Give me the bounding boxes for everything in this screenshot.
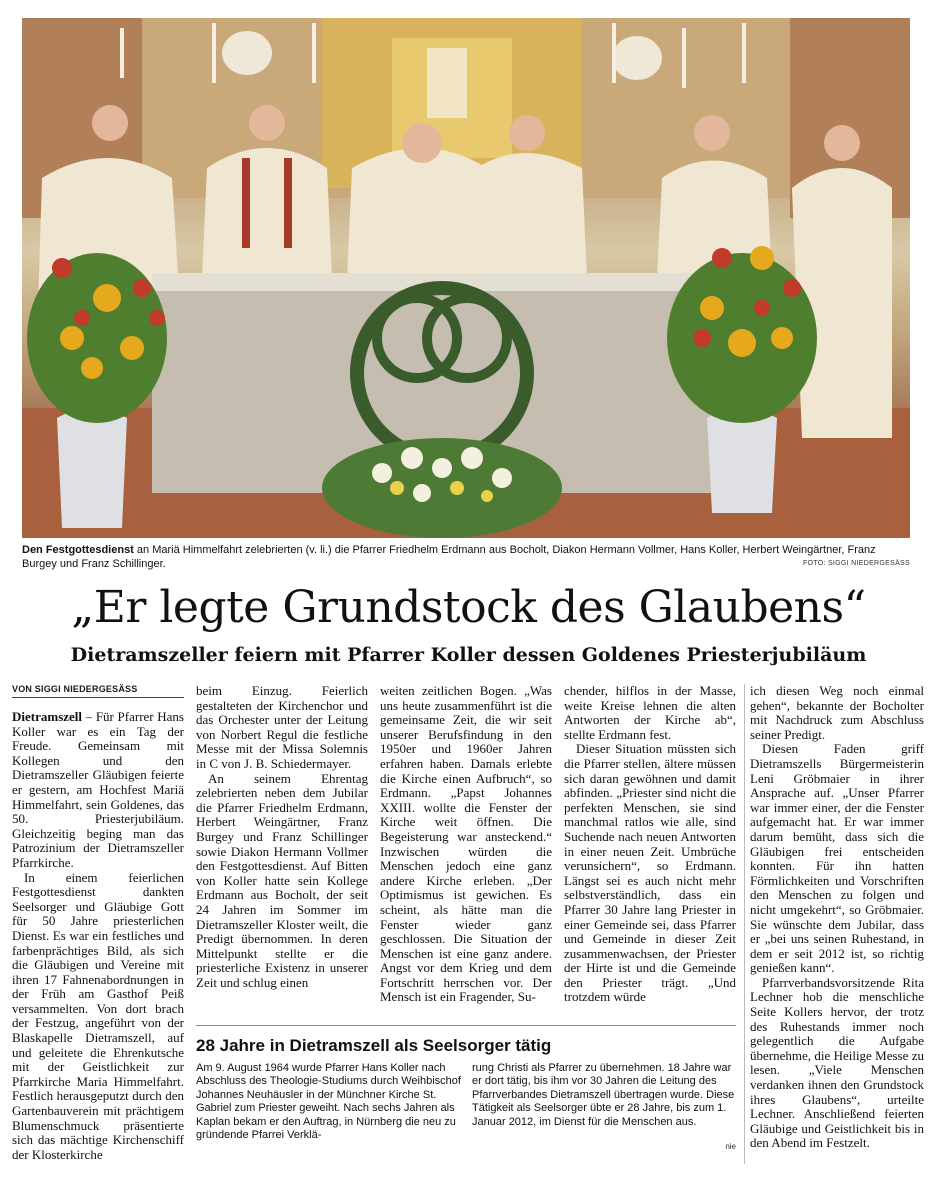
- caption-lead: Den Festgottesdienst: [22, 544, 134, 556]
- photo-caption: [22, 543, 910, 571]
- paragraph: beim Einzug. Feierlich gestalteten der Kirchenchor und das Orchester unter der Leitung von Norbert Regul die festliche Messe mit der Missa Solemnis in C von J. B. Schiedermayer.: [196, 683, 368, 771]
- caption-text: an Mariä Himmelfahrt zelebrierten (v. li.) die Pfarrer Friedhelm Erdmann aus Bocholt, Diakon Hermann Vollmer, Hans Koller, Herbert Weingärtner, Franz Burgey und Franz Schillinger.: [22, 544, 876, 570]
- byline: VON SIGGI NIEDERGESÄSS: [12, 684, 184, 698]
- article-column-2: [196, 684, 368, 990]
- article-column-5: [750, 684, 924, 1151]
- photo-credit: FOTO: SIGGI NIEDERGESÄSS: [802, 560, 910, 567]
- info-box-title: 28 Jahre in Dietramszell als Seelsorger tätig: [196, 1036, 552, 1055]
- info-box-body: [196, 1062, 736, 1152]
- paragraph: Diesen Faden griff Dietramszells Bürgermeisterin Leni Gröbmaier in ihrer Ansprache auf. „Unser Pfarrer war immer einer, der die Fenster aufgemacht hat. Er war immer darum bemüht, dass sich die Gläubigen frei entscheiden konnten. Für ihn hatten Förmlichkeiten und Vorschriften den Menschen zu folgen und nicht umgekehrt“, so Gröbmaier. Sie wünschte dem Jubilar, dass er „bei uns seinen Ruhestand, in dem er seit 2012 ist, so richtig genießen kann“.: [750, 741, 924, 976]
- article-headline: „Er legte Grundstock des Glaubens“: [71, 582, 866, 633]
- article-column-1: [12, 710, 184, 1162]
- dateline-place: Dietramszell: [12, 709, 83, 724]
- paragraph: Pfarrverbandsvorsitzende Rita Lechner hob die menschliche Seite Kollers hervor, der trotz des Ruhestands immer noch gelegentlich die Aufgabe übernehme, die Heilige Messe zu lesen. „Viele Menschen verdanken ihnen den Grundstock ihres Glaubens“, urteilte Lechner. Anschließend feierten Gläubige und Geistlichkeit bis in den Abend im Festzelt.: [750, 974, 924, 1151]
- info-box-column-2: rung Christi als Pfarrer zu übernehmen. 18 Jahre war er dort tätig, bis ihm vor 30 Jahren die Leitung des Pfarrverbandes Dietramszell übertragen wurde. Diese Tätigkeit als Seelsorger übte er 28 Jahre, bis zum 1. Januar 2012, im Dienst für die Menschen aus.: [472, 1062, 735, 1128]
- info-box-column-1: Am 9. August 1964 wurde Pfarrer Hans Koller nach Abschluss des Theologie-Studiums durch Weihbischof Johannes Neuhäusler in der Münchner Kirche St. Gabriel zum Priester geweiht. Nach sechs Jahren als Kaplan bekam er den Auftrag, in Nürnberg die neu zu gründende Pfarrei Verklä-: [196, 1062, 461, 1142]
- article-subheadline: Dietramszeller feiern mit Pfarrer Koller dessen Goldenes Priesterjubiläum: [70, 644, 867, 666]
- altar-photo-icon: [22, 18, 910, 538]
- paragraph: weiten zeitlichen Bogen. „Was uns heute zusammenführt ist die gemeinsame Zeit, die wir seit unserer Berufsfindung in den 1950er und 1960er Jahren erfahren haben. Damals erlebte die Kirche einen Aufbruch“, so Erdmann. „Papst Johannes XXIII. wollte die Fenster der Kirche weit öffnen. Die Begeisterung war ansteckend.“ Inzwischen würden die Menschen jedoch eine ganz andere Kirche erleben. „Der Optimismus ist gewichen. Es scheint, als hätte man die Fenster wieder ganz geschlossen. Die Situation der Menschen ist eine ganz andere. Angst vor dem Krieg und dem Fortschritt herrschen vor. Der Mensch ist ein Fragender, Su-: [380, 683, 552, 1005]
- paragraph: chender, hilflos in der Masse, weite Kreise lehnen die alten Antworten der Kirche ab“, stellte Erdmann fest.: [564, 683, 736, 742]
- paragraph: An seinem Ehrentag zelebrierten neben dem Jubilar die Pfarrer Friedhelm Erdmann, Herbert Weingärtner, Franz Burgey und Franz Schillinger sowie Diakon Hermann Vollmer den Festgottesdienst. Auf Bitten von Koller hatte sein Kollege Erdmann aus Bocholt, der seit 24 Jahren im Sommer im Dietramszeller Kloster weilt, die Predigt übernommen. In deren Mittelpunkt stellte er die priesterliche Existenz in unserer Zeit und schlug einen: [196, 770, 368, 990]
- paragraph: Dieser Situation müssten sich die Pfarrer stellen, ältere müssen sich daran gewöhnen und damit abfinden. „Priester sind nicht die perfekten Menschen, sie sind manchmal ratlos wie alle, sind Suchende nach neuen Antworten in einer neuen Zeit. Umbrüche verunsichern“, so Erdmann. Längst sei es auch nicht mehr selbstverständlich, dass ein Pfarrer 30 Jahre lang Priester in einer Gemeinde sei, dass Pfarrer und Gemeinde in dieser Zeit zusammenwachsen, der Priester der Hirte ist und die Gemeinde den Priester trägt. „Und trotzdem würde: [564, 741, 736, 1005]
- paragraph-text: – Für Pfarrer Hans Koller war es ein Tag der Freude. Gemeinsam mit Kollegen und den Dietramszeller Gläubigen feierte er gestern, am Hochfest Mariä Himmelfahrt, sein Goldenes, das 50. Priesterjubiläum. Gleichzeitig beging man das Patrozinium der Dietramszeller Pfarrkirche.: [12, 709, 184, 870]
- author-signature: nie: [725, 1142, 736, 1151]
- paragraph: ich diesen Weg noch einmal gehen“, bekannte der Bocholter mit Nachdruck zum Abschluss seiner Predigt.: [750, 683, 924, 742]
- column-divider: [744, 684, 745, 1164]
- article-column-3: [380, 684, 552, 1005]
- article-photo: [22, 18, 910, 538]
- paragraph: In einem feierlichen Festgottesdienst dankten Seelsorger und Gläubige Gott für 50 Jahre priesterlichen Dienst. Es war ein festliches und farbenprächtiges Bild, als sich die Gläubigen und Vereine mit ihren 17 Fahnenabordnungen in der Früh am Gasthof Peiß versammelten. Von dort brach der Festzug, angeführt von der Blaskapelle Dietramszell, auf und geleitete die Ehrenkutsche mit der Geistlichkeit zur Pfarrkirche Maria Himmelfahrt. Festlich herausgeputzt durch den Gartenbauverein mit prächtigem Blumenschmuck präsentierte sich das mächtige Kirchenschiff der Klosterkirche: [12, 869, 184, 1162]
- info-box: [196, 1025, 736, 1164]
- article-column-4: [564, 684, 736, 1005]
- paragraph: [12, 710, 184, 871]
